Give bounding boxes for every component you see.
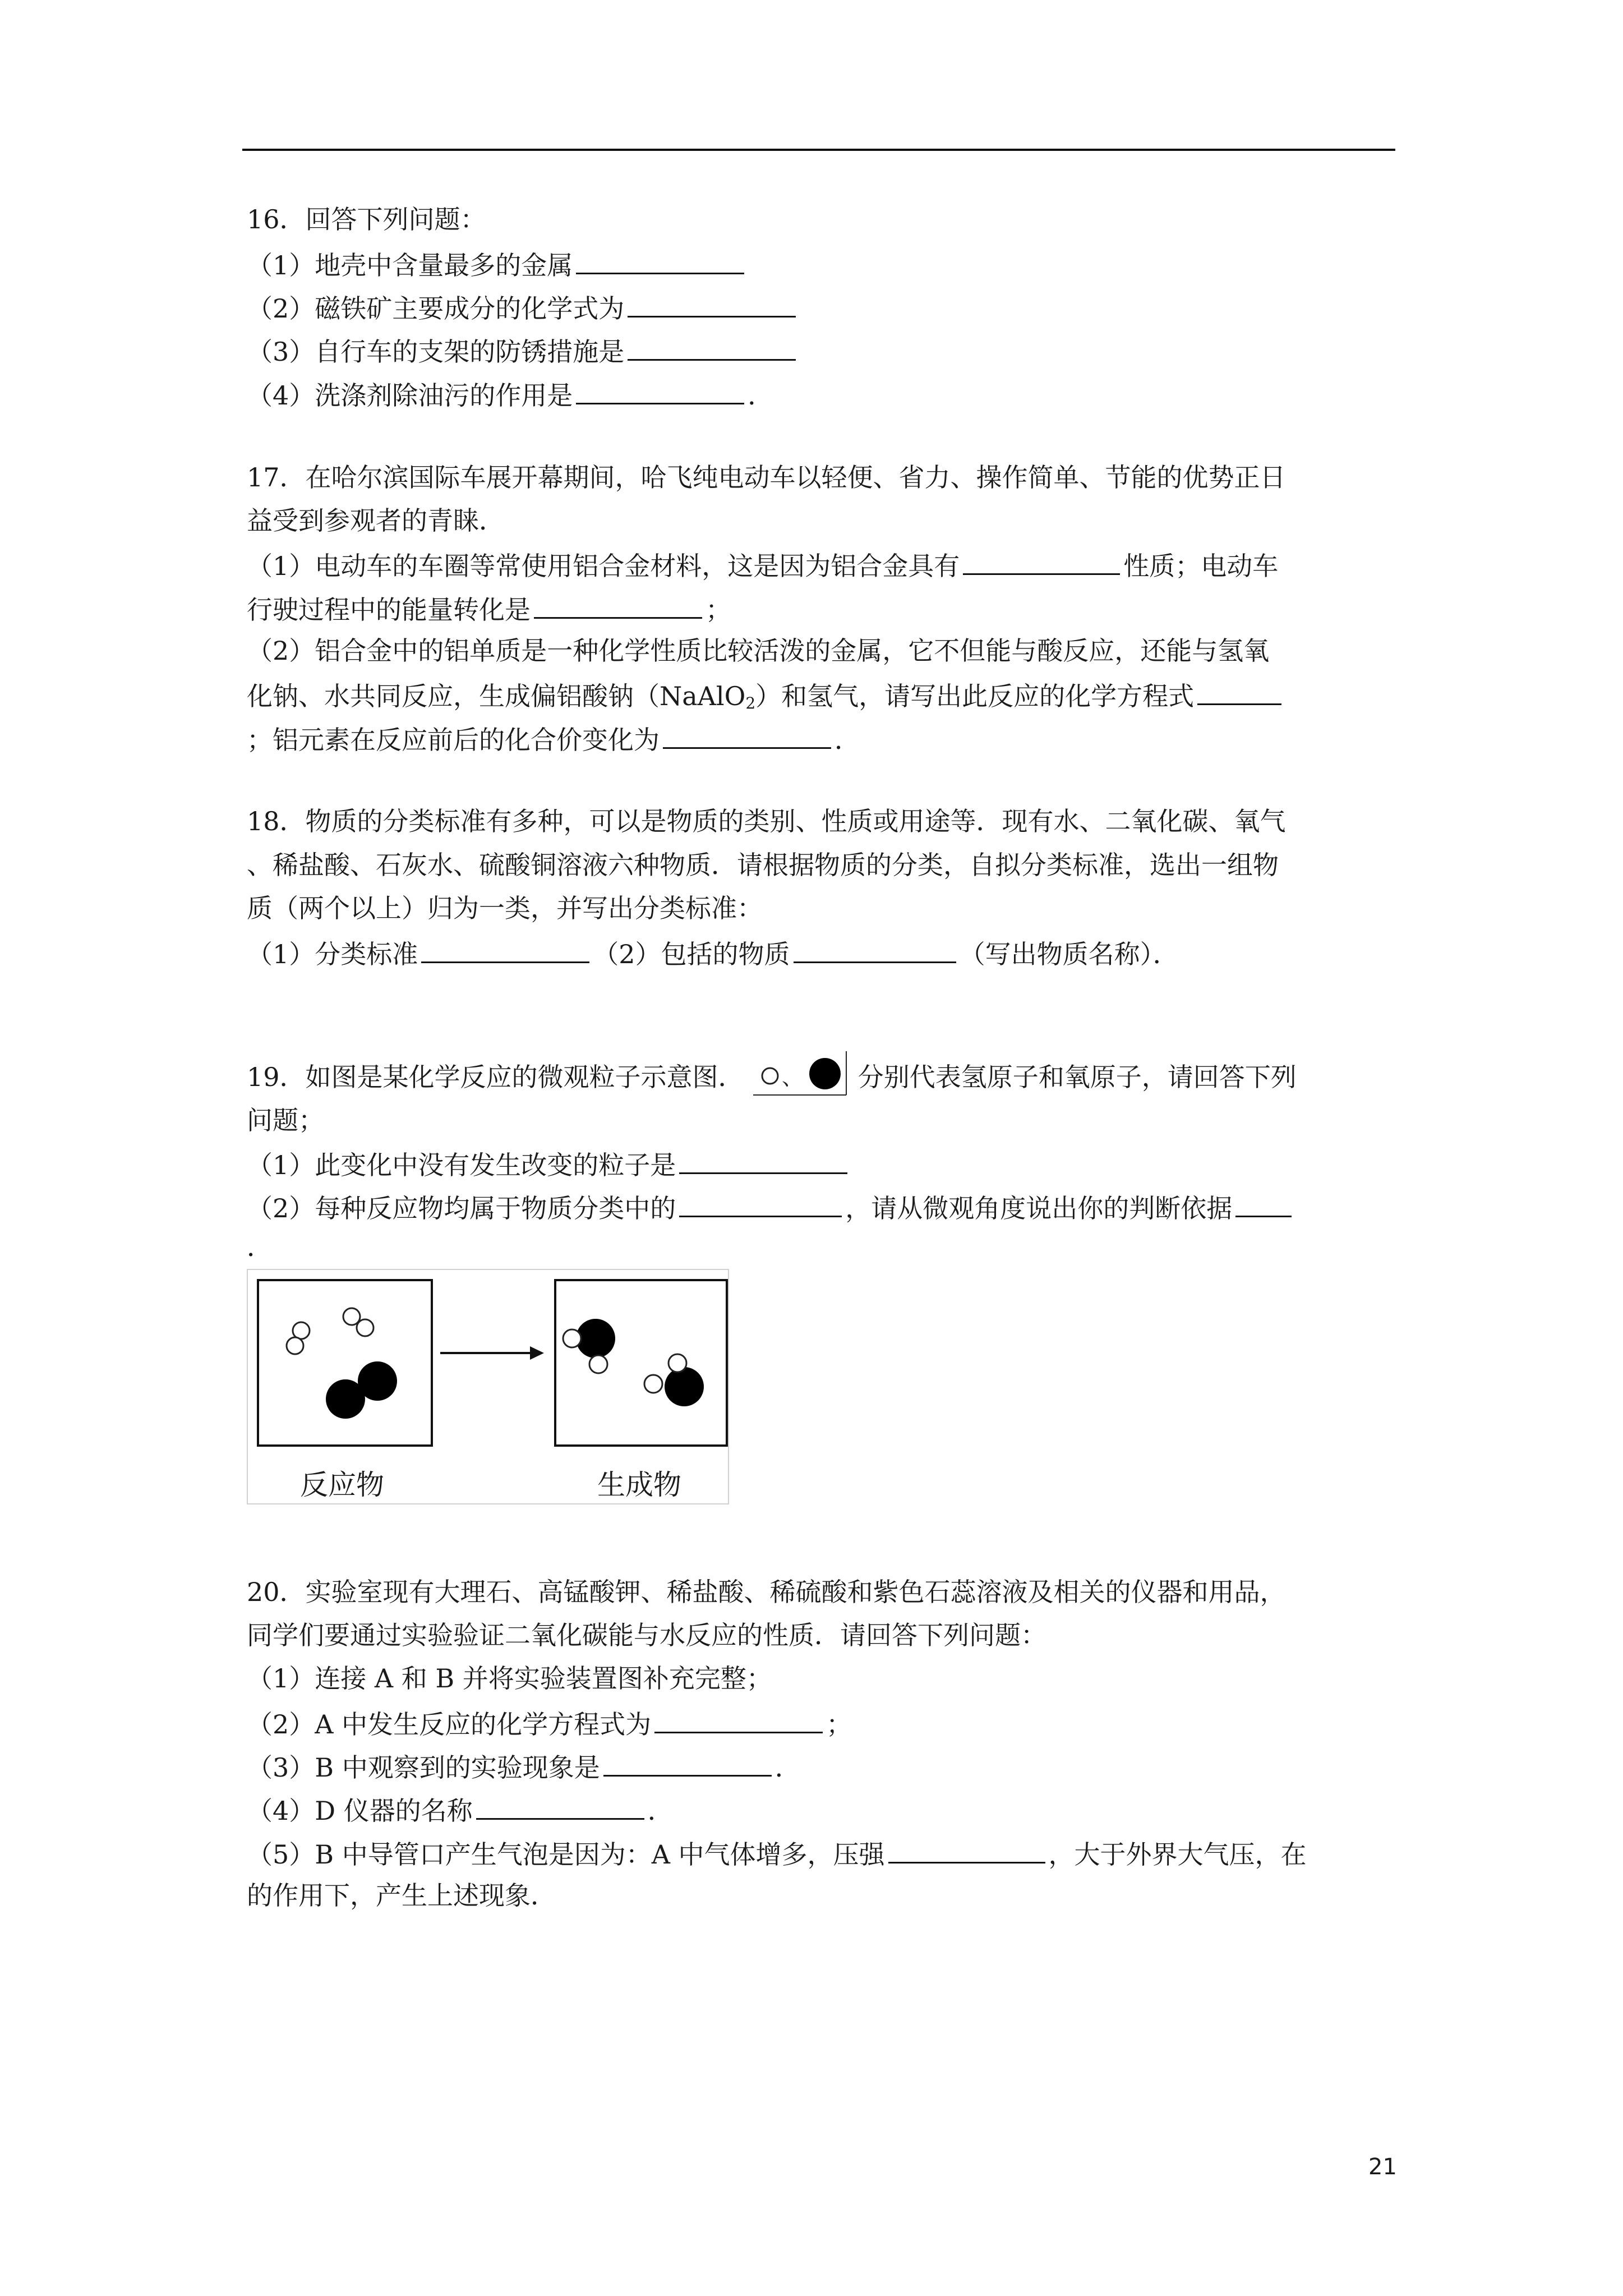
q16-part3: （3）自行车的支架的防锈措施是 <box>247 337 799 365</box>
answer-blank[interactable] <box>663 725 831 749</box>
q18-line4: （1）分类标准 （2）包括的物质 （写出物质名称）． <box>247 939 1179 969</box>
q20-line8: 的作用下，产生上述现象． <box>247 1880 556 1911</box>
q16-part2: （2）磁铁矿主要成分的化学式为 <box>247 293 799 321</box>
answer-blank[interactable] <box>1197 681 1281 705</box>
hydrogen-atom <box>343 1308 360 1325</box>
page-number: 21 <box>1368 2154 1397 2180</box>
reactant-box <box>258 1280 432 1446</box>
q17-line4: 行驶过程中的能量转化是 ； <box>247 595 731 625</box>
oxygen-atom <box>665 1367 704 1406</box>
q18-line1: 18．物质的分类标准有多种，可以是物质的类别、性质或用途等．现有水、二氧化碳、氧气 <box>247 806 1286 836</box>
q17-line2: 益受到参观者的青睐． <box>247 505 505 536</box>
q20-line3: （1）连接 A 和 B 并将实验装置图补充完整； <box>247 1663 772 1694</box>
q16-part1: （1）地壳中含量最多的金属 <box>247 250 748 278</box>
product-caption: 生成物 <box>597 1469 681 1501</box>
hydrogen-atom-icon <box>762 1068 778 1084</box>
hydrogen-atom <box>287 1337 303 1354</box>
answer-blank[interactable] <box>654 1709 823 1733</box>
answer-blank[interactable] <box>628 337 796 361</box>
hydrogen-atom <box>644 1375 662 1393</box>
answer-blank[interactable] <box>603 1752 772 1777</box>
q17-line3: （1）电动车的车圈等常使用铝合金材料，这是因为铝合金具有 性质；电动车 <box>247 551 1279 581</box>
oxygen-atom-icon <box>809 1058 841 1089</box>
atom-legend <box>752 1051 847 1096</box>
q19-line3: （1）此变化中没有发生改变的粒子是 <box>247 1150 851 1178</box>
q20-line6: （4）D 仪器的名称 ． <box>247 1796 674 1826</box>
q17-line6: 化钠、水共同反应，生成偏铝酸钠（NaAlO$_2$）和氢气，请写出此反应的化学方程式 <box>247 681 1285 711</box>
reactant-caption: 反应物 <box>300 1469 384 1501</box>
q18-line3: 质（两个以上）归为一类，并写出分类标准： <box>247 893 763 923</box>
answer-blank[interactable] <box>534 595 702 619</box>
q19-line2: 问题； <box>247 1105 324 1135</box>
reaction-diagram <box>247 1269 729 1504</box>
q20-line1: 20．实验室现有大理石、高锰酸钾、稀盐酸、稀硫酸和紫色石蕊溶液及相关的仪器和用品， <box>247 1577 1286 1607</box>
answer-blank[interactable] <box>1235 1193 1292 1217</box>
q20-line4: （2）A 中发生反应的化学方程式为 ； <box>247 1709 852 1740</box>
product-box <box>555 1280 727 1446</box>
answer-blank[interactable] <box>888 1839 1045 1864</box>
hydrogen-atom <box>293 1322 310 1339</box>
legend-separator: 、 <box>782 1065 804 1090</box>
q17-line1: 17．在哈尔滨国际车展开幕期间，哈飞纯电动车以轻便、省力、操作简单、节能的优势正日 <box>247 462 1286 493</box>
q17-line5: （2）铝合金中的铝单质是一种化学性质比较活泼的金属，它不但能与酸反应，还能与氢氧 <box>247 636 1270 666</box>
q17-line7: ；铝元素在反应前后的化合价变化为 ． <box>247 725 860 755</box>
answer-blank[interactable] <box>963 551 1120 575</box>
q16-part4: （4）洗涤剂除油污的作用是 ． <box>247 380 774 411</box>
hydrogen-atom <box>357 1319 374 1336</box>
hydrogen-atom <box>668 1354 686 1372</box>
q18-line2: 、稀盐酸、石灰水、硫酸铜溶液六种物质．请根据物质的分类，自拟分类标准，选出一组物 <box>247 850 1279 880</box>
q16-title: 16．回答下列问题： <box>247 204 486 234</box>
answer-blank[interactable] <box>679 1150 847 1174</box>
hydrogen-atom <box>563 1329 581 1347</box>
answer-blank[interactable] <box>794 939 956 963</box>
answer-blank[interactable] <box>476 1796 644 1820</box>
oxygen-atom <box>326 1379 365 1419</box>
q20-line5: （3）B 中观察到的实验现象是 ． <box>247 1752 801 1783</box>
answer-blank[interactable] <box>576 250 744 274</box>
answer-blank[interactable] <box>421 939 589 963</box>
q19-line1: 19．如图是某化学反应的微观粒子示意图． 、 分别代表氢原子和氧原子，请回答下列 <box>247 1051 1297 1096</box>
q20-line2: 同学们要通过实验验证二氧化碳能与水反应的性质．请回答下列问题： <box>247 1620 1046 1650</box>
q20-line7: （5）B 中导管口产生气泡是因为：A 中气体增多，压强 ，大于外界大气压，在 <box>247 1839 1307 1870</box>
hydrogen-atom <box>589 1355 607 1373</box>
q19-line4: （2）每种反应物均属于物质分类中的 ，请从微观角度说出你的判断依据 <box>247 1193 1295 1221</box>
q19-line5: ． <box>247 1232 273 1262</box>
answer-blank[interactable] <box>576 380 744 404</box>
header-rule <box>242 149 1395 151</box>
answer-blank[interactable] <box>679 1193 842 1217</box>
answer-blank[interactable] <box>628 293 796 318</box>
